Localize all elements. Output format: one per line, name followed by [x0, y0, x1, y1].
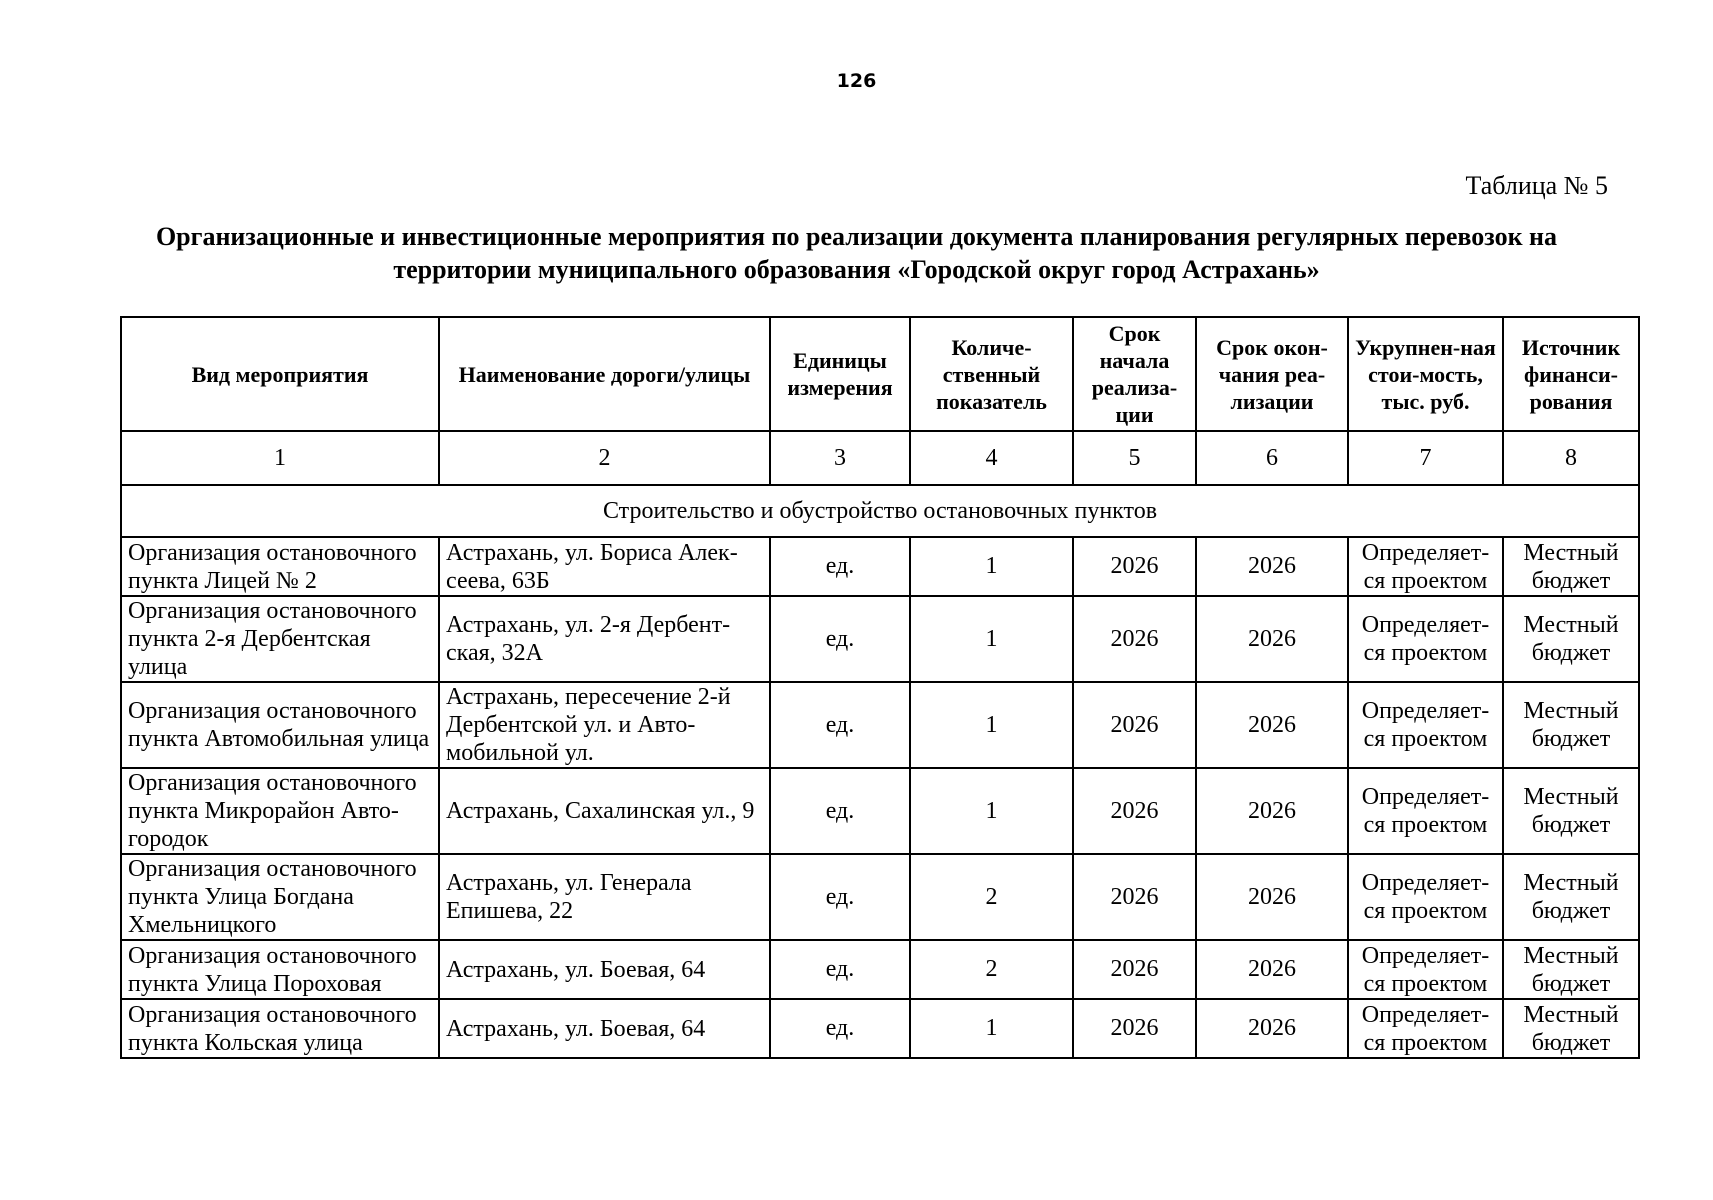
- column-header: Источник финанси-рования: [1503, 317, 1639, 431]
- table-row: [121, 682, 1639, 768]
- activity-cell: Организация остановочного пункта Микрорайон Авто-городок: [121, 768, 439, 854]
- source-cell: Местный бюджет: [1503, 537, 1639, 596]
- source-cell: Местный бюджет: [1503, 999, 1639, 1058]
- end-cell: 2026: [1196, 537, 1348, 596]
- column-header: Срок начала реализа-ции: [1073, 317, 1196, 431]
- start-cell: 2026: [1073, 596, 1196, 682]
- start-cell: 2026: [1073, 940, 1196, 999]
- source-cell: Местный бюджет: [1503, 768, 1639, 854]
- cost-cell: Определяет-ся проектом: [1348, 596, 1503, 682]
- column-header: Количе-ственный показатель: [910, 317, 1073, 431]
- start-cell: 2026: [1073, 854, 1196, 940]
- road-cell: Астрахань, Сахалинская ул., 9: [439, 768, 770, 854]
- unit-cell: ед.: [770, 596, 910, 682]
- unit-cell: ед.: [770, 940, 910, 999]
- page-number: 126: [836, 70, 877, 92]
- road-cell: Астрахань, ул. 2-я Дербент-ская, 32А: [439, 596, 770, 682]
- start-cell: 2026: [1073, 682, 1196, 768]
- road-cell: Астрахань, ул. Боевая, 64: [439, 999, 770, 1058]
- section-row: [121, 485, 1639, 537]
- column-header: Укрупнен-ная стои-мость, тыс. руб.: [1348, 317, 1503, 431]
- start-cell: 2026: [1073, 999, 1196, 1058]
- cost-cell: Определяет-ся проектом: [1348, 682, 1503, 768]
- end-cell: 2026: [1196, 854, 1348, 940]
- activity-cell: Организация остановочного пункта Улица Богдана Хмельницкого: [121, 854, 439, 940]
- quantity-cell: 1: [910, 999, 1073, 1058]
- table-row: [121, 940, 1639, 999]
- column-number-row: [121, 431, 1639, 485]
- road-cell: Астрахань, пересечение 2-й Дербентской ул. и Авто-мобильной ул.: [439, 682, 770, 768]
- column-number: 6: [1196, 431, 1348, 485]
- quantity-cell: 2: [910, 940, 1073, 999]
- table-row: [121, 537, 1639, 596]
- column-number: 7: [1348, 431, 1503, 485]
- source-cell: Местный бюджет: [1503, 940, 1639, 999]
- header-row: [121, 317, 1639, 431]
- cost-cell: Определяет-ся проектом: [1348, 768, 1503, 854]
- column-header: Срок окон-чания реа-лизации: [1196, 317, 1348, 431]
- end-cell: 2026: [1196, 999, 1348, 1058]
- column-header: Наименование дороги/улицы: [439, 317, 770, 431]
- quantity-cell: 2: [910, 854, 1073, 940]
- start-cell: 2026: [1073, 537, 1196, 596]
- column-number: 8: [1503, 431, 1639, 485]
- activity-cell: Организация остановочного пункта Улица Пороховая: [121, 940, 439, 999]
- column-header: Единицы измерения: [770, 317, 910, 431]
- quantity-cell: 1: [910, 682, 1073, 768]
- quantity-cell: 1: [910, 537, 1073, 596]
- quantity-cell: 1: [910, 596, 1073, 682]
- end-cell: 2026: [1196, 596, 1348, 682]
- cost-cell: Определяет-ся проектом: [1348, 940, 1503, 999]
- start-cell: 2026: [1073, 768, 1196, 854]
- activity-cell: Организация остановочного пункта Лицей № 2: [121, 537, 439, 596]
- unit-cell: ед.: [770, 854, 910, 940]
- unit-cell: ед.: [770, 768, 910, 854]
- end-cell: 2026: [1196, 682, 1348, 768]
- cost-cell: Определяет-ся проектом: [1348, 999, 1503, 1058]
- column-header: Вид мероприятия: [121, 317, 439, 431]
- column-number: 4: [910, 431, 1073, 485]
- activity-cell: Организация остановочного пункта Автомобильная улица: [121, 682, 439, 768]
- table-row: [121, 854, 1639, 940]
- quantity-cell: 1: [910, 768, 1073, 854]
- cost-cell: Определяет-ся проектом: [1348, 854, 1503, 940]
- road-cell: Астрахань, ул. Генерала Епишева, 22: [439, 854, 770, 940]
- end-cell: 2026: [1196, 768, 1348, 854]
- table-label: Таблица № 5: [1465, 171, 1608, 200]
- section-title: Строительство и обустройство остановочных пунктов: [121, 485, 1639, 537]
- column-number: 5: [1073, 431, 1196, 485]
- activity-cell: Организация остановочного пункта 2-я Дербентская улица: [121, 596, 439, 682]
- column-number: 2: [439, 431, 770, 485]
- activity-cell: Организация остановочного пункта Кольская улица: [121, 999, 439, 1058]
- column-number: 1: [121, 431, 439, 485]
- cost-cell: Определяет-ся проектом: [1348, 537, 1503, 596]
- table-row: [121, 999, 1639, 1058]
- source-cell: Местный бюджет: [1503, 682, 1639, 768]
- source-cell: Местный бюджет: [1503, 854, 1639, 940]
- column-number: 3: [770, 431, 910, 485]
- measures-table: [120, 316, 1640, 1059]
- unit-cell: ед.: [770, 682, 910, 768]
- source-cell: Местный бюджет: [1503, 596, 1639, 682]
- unit-cell: ед.: [770, 537, 910, 596]
- unit-cell: ед.: [770, 999, 910, 1058]
- road-cell: Астрахань, ул. Бориса Алек-сеева, 63Б: [439, 537, 770, 596]
- table-row: [121, 768, 1639, 854]
- end-cell: 2026: [1196, 940, 1348, 999]
- document-title: Организационные и инвестиционные мероприятия по реализации документа планирования регулярных перевозок на территории муниципального образования «Городской округ город Астрахань»: [155, 222, 1558, 284]
- road-cell: Астрахань, ул. Боевая, 64: [439, 940, 770, 999]
- table-row: [121, 596, 1639, 682]
